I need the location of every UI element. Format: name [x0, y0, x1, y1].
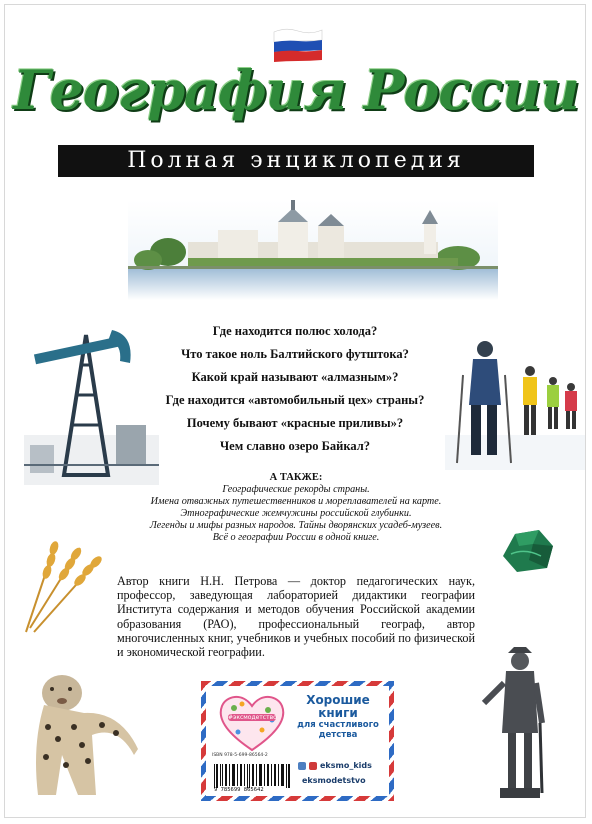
- question-item: Какой край называют «алмазным»?: [191, 370, 399, 384]
- wheat-image: [20, 528, 115, 633]
- also-section: [110, 472, 482, 544]
- hashtag-label: #эксмодетство: [228, 714, 277, 721]
- instagram-icon: [309, 762, 317, 770]
- slogan-line: книги: [318, 706, 358, 720]
- question-item: Где находится полюс холода?: [212, 324, 378, 338]
- also-line: Легенды и мифы разных народов. Тайны дворянских усадеб-музеев.: [149, 520, 443, 531]
- social-handle: eksmo_kids: [320, 761, 372, 770]
- good-books-slogan: [288, 694, 388, 740]
- question-item: Чем славно озеро Байкал?: [220, 439, 370, 453]
- island-monastery-image: [128, 200, 498, 300]
- questions-list: [140, 320, 450, 458]
- isbn-text: ISBN 978-5-699-86564-2: [212, 753, 268, 758]
- statue-image: [480, 643, 550, 808]
- oil-pump-image: [24, 315, 159, 485]
- slogan-line: детства: [318, 730, 358, 740]
- book-subtitle: Полная энциклопедия: [58, 145, 534, 177]
- vk-icon: [298, 762, 306, 770]
- malachite-stone-image: [497, 526, 557, 576]
- also-line: Географические рекорды страны.: [222, 484, 370, 495]
- publisher-badge: [201, 681, 394, 801]
- question-item: Где находится «автомобильный цех» страны?: [165, 393, 425, 407]
- slogan-line: Хорошие: [306, 693, 370, 707]
- also-line: Имена отважных путешественников и мореплавателей на карте.: [150, 496, 442, 507]
- heart-icon: [216, 690, 288, 754]
- author-description: Автор книги Н.Н. Петрова — доктор педагогических наук, профессор, заведующая лабораторией дидактики географии Института содержания и методов обучения Российской академии образования (РАО), профессиональный географ, автор многочисленных книг, учебников и учебных пособий по физической и экономической географии.: [117, 574, 475, 660]
- leopard-image: [22, 665, 140, 805]
- also-title: А ТАКЖЕ:: [269, 472, 323, 483]
- also-line: Этнографические жемчужины российской глубинки.: [180, 508, 412, 519]
- russian-flag-icon: [272, 26, 324, 62]
- book-title: География России: [13, 58, 579, 122]
- question-item: Почему бывают «красные приливы»?: [186, 416, 404, 430]
- question-item: Что такое ноль Балтийского футштока?: [181, 347, 409, 361]
- hikers-image: [445, 335, 585, 470]
- social-links: [298, 760, 372, 786]
- barcode-digits: 9 785699 865642: [214, 787, 264, 793]
- also-line: Всё о географии России в одной книге.: [212, 532, 380, 543]
- slogan-line: для счастливого: [297, 720, 379, 730]
- social-handle: eksmodetstvo: [302, 776, 366, 785]
